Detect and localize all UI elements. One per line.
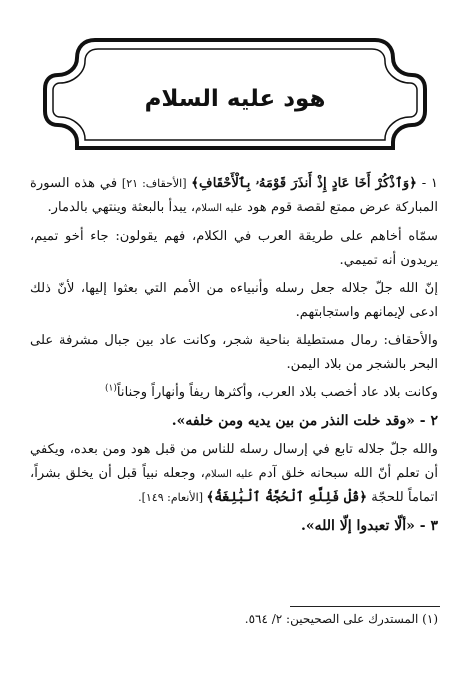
section-heading-3: ٣ - «ألّا تعبدوا إلّا الله». — [300, 517, 438, 534]
footnote-divider — [290, 606, 440, 607]
footnote: (١) المستدرك على الصحيحين: ٢/ ٥٦٤. — [244, 612, 438, 626]
paragraph-text: ، وجعله نبياً قبل أن يخلق بشراً، اتماماً للحجّة — [30, 465, 438, 505]
paragraph-text: وكانت بلاد عاد أخصب بلاد العرب، وأكثرها ريفاً وأنهاراً وجناناً — [116, 385, 438, 400]
quran-verse: ﴿قُلْ فَلِلَّهِ ٱلْحُجَّةُ ٱلْبَٰلِغَةُ﴾ — [206, 490, 368, 505]
section-heading-2: ٢ - «وقد خلت النذر من بين يديه ومن خلفه». — [171, 412, 438, 429]
salawat-ligature: عليه السلام — [195, 202, 243, 214]
paragraph-number: ١ - — [416, 176, 438, 191]
paragraph-4: والأحقاف: رمال مستطيلة بناحية شجر، وكانت عاد بين جبال مشرفة على البحر بالشجر من بلاد اليمن. — [30, 333, 438, 372]
paragraph-1 — [30, 172, 438, 220]
salawat-ligature: عليه السلام — [204, 468, 254, 480]
paragraph-text: والله جلّ جلاله تابع في إرسال رسله للناس من قبل هود ومن بعده، ويكفي أن تعلم أنّ الله سبحانه خلق آدم — [30, 442, 438, 481]
verse-reference: [الأنعام: ١٤٩]. — [138, 491, 207, 504]
verse-reference: [الأحقاف: ٢١] — [121, 177, 187, 190]
paragraph-2: سمّاه أخاهم على طريقة العرب في الكلام، فهم يقولون: جاء أخو تميم، يريدون أنه تميمي. — [30, 229, 438, 268]
quran-verse: ﴿وَٱذْكُرْ أَخَا عَادٍ إِذْ أَنذَرَ قَوْمَهُۥ بِٱلْأَحْقَافِ﴾ — [191, 176, 417, 191]
title-cartouche-frame — [0, 0, 470, 160]
paragraph-3: إنّ الله جلّ جلاله جعل رسله وأنبياءه من الأمم التي بعثوا إليها، لأنّ ذلك ادعى لإيمانهم واستجابتهم. — [30, 281, 438, 320]
paragraph-6 — [30, 438, 438, 510]
body-text — [30, 172, 438, 543]
paragraph-5 — [30, 381, 438, 405]
footnote-marker: (١) — [105, 383, 117, 394]
paragraph-text: ، يبدأ بالبعثة وينتهي بالدمار. — [47, 199, 196, 215]
paragraph-text: في هذه السورة المباركة عرض ممتع لقصة قوم هود — [30, 176, 438, 215]
page-title: هود عليه السلام — [144, 86, 326, 112]
